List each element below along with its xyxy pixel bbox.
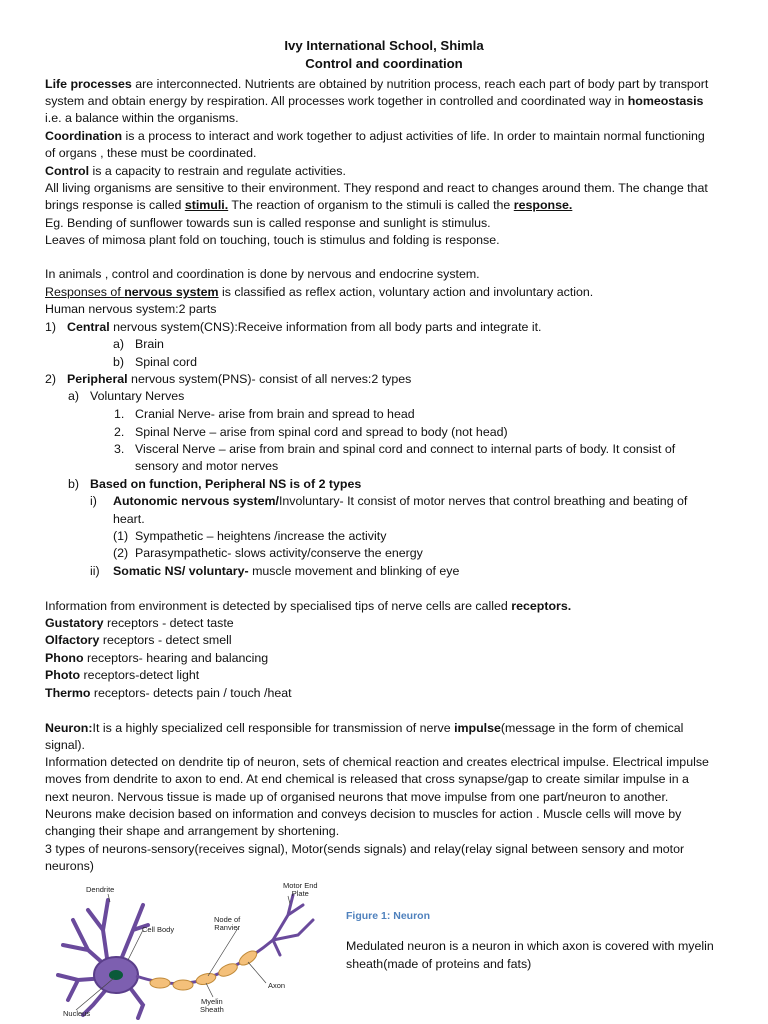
gustatory: Gustatory receptors - detect taste — [45, 616, 234, 630]
intro-line-1: Life processes are interconnected. Nutrients are obtained by nutrition process, reach each part of body part by transport — [45, 77, 709, 91]
list-num: 1. — [114, 407, 125, 421]
parasympathetic: Parasympathetic- slows activity/conserve the energy — [135, 546, 423, 560]
visceral-nerve-cont: sensory and motor nerves — [135, 459, 279, 473]
phono: Phono receptors- hearing and balancing — [45, 651, 269, 665]
school-name: Ivy International School, Shimla — [284, 38, 484, 53]
autonomic-line-cont: heart. — [113, 512, 145, 526]
visceral-nerve: Visceral Nerve – arise from brain and spinal cord and connect to internal parts of body. It consist of — [135, 442, 676, 456]
list-num: b) — [113, 355, 125, 369]
list-num: a) — [113, 337, 125, 351]
responses-line: Responses of nervous system is classified as reflex action, voluntary action and involuntary action. — [45, 285, 594, 299]
label-myelin-sheath: Myelin Sheath — [200, 997, 224, 1014]
thermo: Thermo receptors- detects pain / touch /heat — [45, 686, 292, 700]
cranial-nerve: Cranial Nerve- arise from brain and spread to head — [135, 407, 415, 421]
list-num: 3. — [114, 442, 125, 456]
neuron-illustration — [48, 880, 338, 1020]
intro-line-3: i.e. a balance within the organisms. — [45, 111, 239, 125]
list-num: ii) — [90, 564, 100, 578]
list-num: i) — [90, 494, 97, 508]
photo: Photo receptors-detect light — [45, 668, 200, 682]
neuron-line-8: 3 types of neurons-sensory(receives signal), Motor(sends signals) and relay(relay signal between sensory and motor — [45, 842, 685, 856]
figure-desc-2: sheath(made of proteins and fats) — [346, 957, 532, 971]
neuron-line-7: changing their shape and arrangement by shortening. — [45, 824, 340, 838]
neuron-line-4: moves from dendrite to axon to end. At end chemical is released that cross synapse/gap to create similar impulse in a — [45, 772, 689, 786]
neuron-line-2: signal). — [45, 738, 85, 752]
autonomic-line: Autonomic nervous system/Involuntary- It consist of motor nerves that control breathing and beating of — [113, 494, 688, 508]
brain-item: Brain — [135, 337, 164, 351]
spinal-nerve: Spinal Nerve – arise from spinal cord and spread to body (not head) — [135, 425, 508, 439]
list-num: 2. — [114, 425, 125, 439]
list-num: b) — [68, 477, 80, 491]
sensitivity-line-1: All living organisms are sensitive to their environment. They respond and react to changes around them. The change that — [45, 181, 708, 195]
olfactory: Olfactory receptors - detect smell — [45, 633, 232, 647]
neuron-line-1: Neuron:It is a highly specialized cell responsible for transmission of nerve impulse(message in the form of chemical — [45, 721, 684, 735]
list-num: (2) — [113, 546, 129, 560]
voluntary-nerves: Voluntary Nerves — [90, 389, 185, 403]
somatic-line: Somatic NS/ voluntary- muscle movement and blinking of eye — [113, 564, 460, 578]
sympathetic: Sympathetic – heightens /increase the activity — [135, 529, 387, 543]
page-title: Control and coordination — [305, 56, 463, 71]
control-line: Control is a capacity to restrain and regulate activities. — [45, 164, 346, 178]
neuron-line-5: next neuron. Nervous tissue is made up of organised neurons that move impulse from one part/neuron to another. — [45, 790, 669, 804]
list-num: 1) — [45, 320, 57, 334]
animals-line: In animals , control and coordination is done by nervous and endocrine system. — [45, 267, 480, 281]
label-cell-body: Cell Body — [142, 925, 175, 934]
example-sunflower: Eg. Bending of sunflower towards sun is called response and sunlight is stimulus. — [45, 216, 491, 230]
coordination-line-2: of organs , these must be coordinated. — [45, 146, 257, 160]
neuron-line-6: Neurons make decision based on information and conveys decision to muscles for action . Muscle cells will move by — [45, 807, 682, 821]
figure-desc-1: Medulated neuron is a neuron in which axon is covered with myelin — [346, 939, 714, 953]
example-mimosa: Leaves of mimosa plant fold on touching, touch is stimulus and folding is response. — [45, 233, 500, 247]
neuron-line-9: neurons) — [45, 859, 94, 873]
list-num: (1) — [113, 529, 129, 543]
label-node-of-ranvier: Node of Ranvier — [214, 915, 241, 932]
receptors-intro: Information from environment is detected by specialised tips of nerve cells are called receptors. — [45, 599, 572, 613]
intro-line-2: system and obtain energy by respiration. All processes work together in controlled and coordinated way in homeostasis — [45, 94, 704, 108]
figure-caption: Figure 1: Neuron — [346, 910, 431, 922]
label-dendrite: Dendrite — [86, 885, 115, 894]
neuron-diagram — [48, 880, 338, 1020]
sensitivity-line-2: brings response is called stimuli. The reaction of organism to the stimuli is called the response. — [45, 198, 573, 212]
label-axon: Axon — [268, 981, 286, 990]
label-motor-end-plate: Motor End Plate — [283, 881, 318, 898]
neuron-line-3: Information detected on dendrite tip of neuron, sets of chemical reaction and creates electrical impulse. Electrical impulse — [45, 755, 709, 769]
coordination-line-1: Coordination is a process to interact and work together to adjust activities of life. In order to maintain normal functioning — [45, 129, 705, 143]
label-nucleus: Nucleus — [63, 1009, 91, 1018]
function-heading: Based on function, Peripheral NS is of 2 types — [90, 477, 362, 491]
human-ns-line: Human nervous system:2 parts — [45, 302, 217, 316]
pns-line: Peripheral nervous system(PNS)- consist of all nerves:2 types — [67, 372, 412, 386]
spinal-cord-item: Spinal cord — [135, 355, 197, 369]
cns-line: Central nervous system(CNS):Receive information from all body parts and integrate it. — [67, 320, 542, 334]
list-num: 2) — [45, 372, 57, 386]
list-num: a) — [68, 389, 80, 403]
